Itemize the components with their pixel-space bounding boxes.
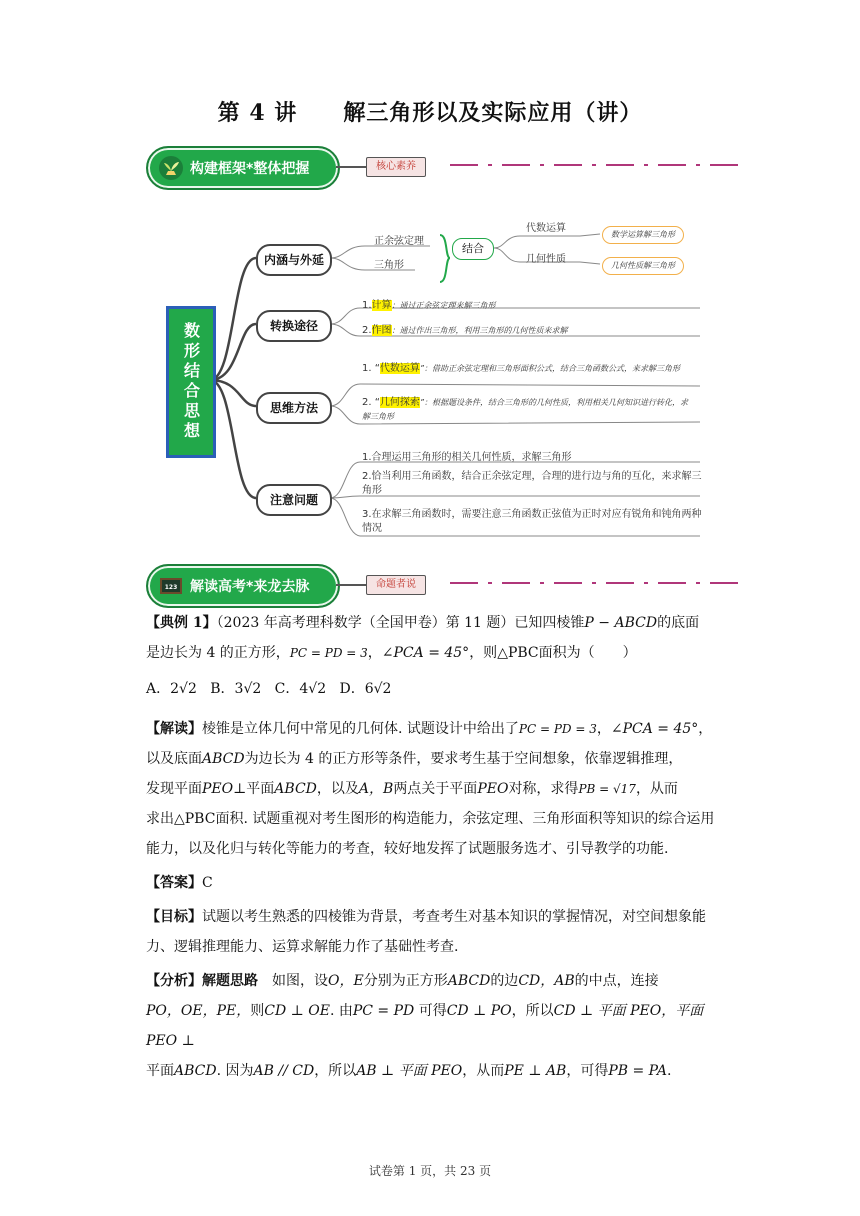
node1-item-triangle: 三角形 <box>374 260 404 271</box>
section-tag-core: 核心素养 <box>366 157 426 177</box>
section-banner-exam: 123 解读高考*来龙去脉 <box>146 564 340 608</box>
analysis-paragraph: 【分析】解题思路 如图，设O，E分别为正方形ABCD的边CD，AB的中点，连接 PO，OE，PE，则CD ⊥ OE. 由PC = PD 可得CD ⊥ PO，所以CD ⊥ 平面 PEO，平面 PEO ⊥ 平面ABCD. 因为AB // CD，所以AB ⊥ 平面 PEO，从而PE ⊥ AB，可得PB = PA. <box>146 973 704 1079</box>
node4-item-1: 1.合理运用三角形的相关几何性质，求解三角形 <box>362 452 572 463</box>
combine-node: 结合 <box>452 238 494 260</box>
combine-note-algebra: 数学运算解三角形 <box>602 226 684 244</box>
node1-item-theorem: 正余弦定理 <box>374 236 424 247</box>
node4-item-2: 2.恰当利用三角函数，结合正余弦定理，合理的进行边与角的互化，来求解三角形 <box>362 471 702 496</box>
svg-text:123: 123 <box>164 584 178 591</box>
node-conversion: 转换途径 <box>256 310 332 342</box>
node-connotation: 内涵与外延 <box>256 244 332 276</box>
example-options: A．2√2 B．3√2 C．4√2 D．6√2 <box>146 681 392 697</box>
node-thinking: 思维方法 <box>256 392 332 424</box>
lecture-title: 解三角形以及实际应用（讲） <box>343 100 643 126</box>
node2-item-draw: 2.作图：通过作出三角形，利用三角形的几何性质来求解 <box>362 325 568 336</box>
lecture-number: 第 4 讲 <box>217 100 298 126</box>
node4-item-3: 3.在求解三角函数时，需要注意三角函数正弦值为正时对应有锐角和钝角两种情况 <box>362 509 702 534</box>
example-section <box>146 608 720 1086</box>
page-footer: 试卷第 1 页，共 23 页 <box>368 1164 492 1178</box>
page-title <box>0 96 860 127</box>
mind-map <box>0 200 860 550</box>
goal-paragraph: 【目标】试题以考生熟悉的四棱锥为背景，考查考生对基本知识的掌握情况，对空间想象能力、逻辑推理能力、运算求解能力作了基础性考查. <box>146 909 706 955</box>
plant-icon <box>158 155 184 181</box>
combine-item-algebra: 代数运算 <box>526 223 566 234</box>
interpretation-paragraph: 【解读】棱锥是立体几何中常见的几何体. 试题设计中给出了PC = PD = 3，∠PCA = 45°， 以及底面ABCD为边长为 4 的正方形等条件，要求考生基于空间想象，依靠逻辑推理， 发现平面PEO⊥平面ABCD，以及A，B两点关于平面PEO对称，求得PB = √17，从而 求出△PBC面积. 试题重视对考生图形的构造能力，余弦定理、三角形面积等知识的综合运用能力，以及化归与转化等能力的考查，较好地发挥了试题服务选才、引导教学的功能. <box>146 721 715 857</box>
answer-line: 【答案】C <box>146 875 213 891</box>
combine-note-geometry: 几何性质解三角形 <box>602 257 684 275</box>
combine-item-geometry: 几何性质 <box>526 254 566 265</box>
node3-item-geometry: 2. “几何探索”：根据题设条件，结合三角形的几何性质，利用相关几何知识进行转化，求解三角形 <box>362 397 689 421</box>
node-notes: 注意问题 <box>256 484 332 516</box>
section-tag-examiner: 命题者说 <box>366 575 426 595</box>
blackboard-icon <box>158 573 184 599</box>
decorative-dash-line-2 <box>450 582 740 584</box>
node3-item-algebra: 1. “代数运算”：借助正余弦定理和三角形面积公式，结合三角函数公式，来求解三角形 <box>362 363 681 374</box>
section-banner-framework: 构建框架*整体把握 <box>146 146 340 190</box>
decorative-dash-line <box>450 164 740 166</box>
node2-item-compute: 1.计算：通过正余弦定理来解三角形 <box>362 300 496 311</box>
mind-map-center: 数形结合思想 <box>166 306 216 458</box>
example-stem: 【典例 1】（2023 年高考理科数学（全国甲卷）第 11 题）已知四棱锥P − ABCD的底面 是边长为 4 的正方形，PC = PD = 3，∠PCA = 45°，则△PBC面积为（ ） <box>146 615 700 661</box>
